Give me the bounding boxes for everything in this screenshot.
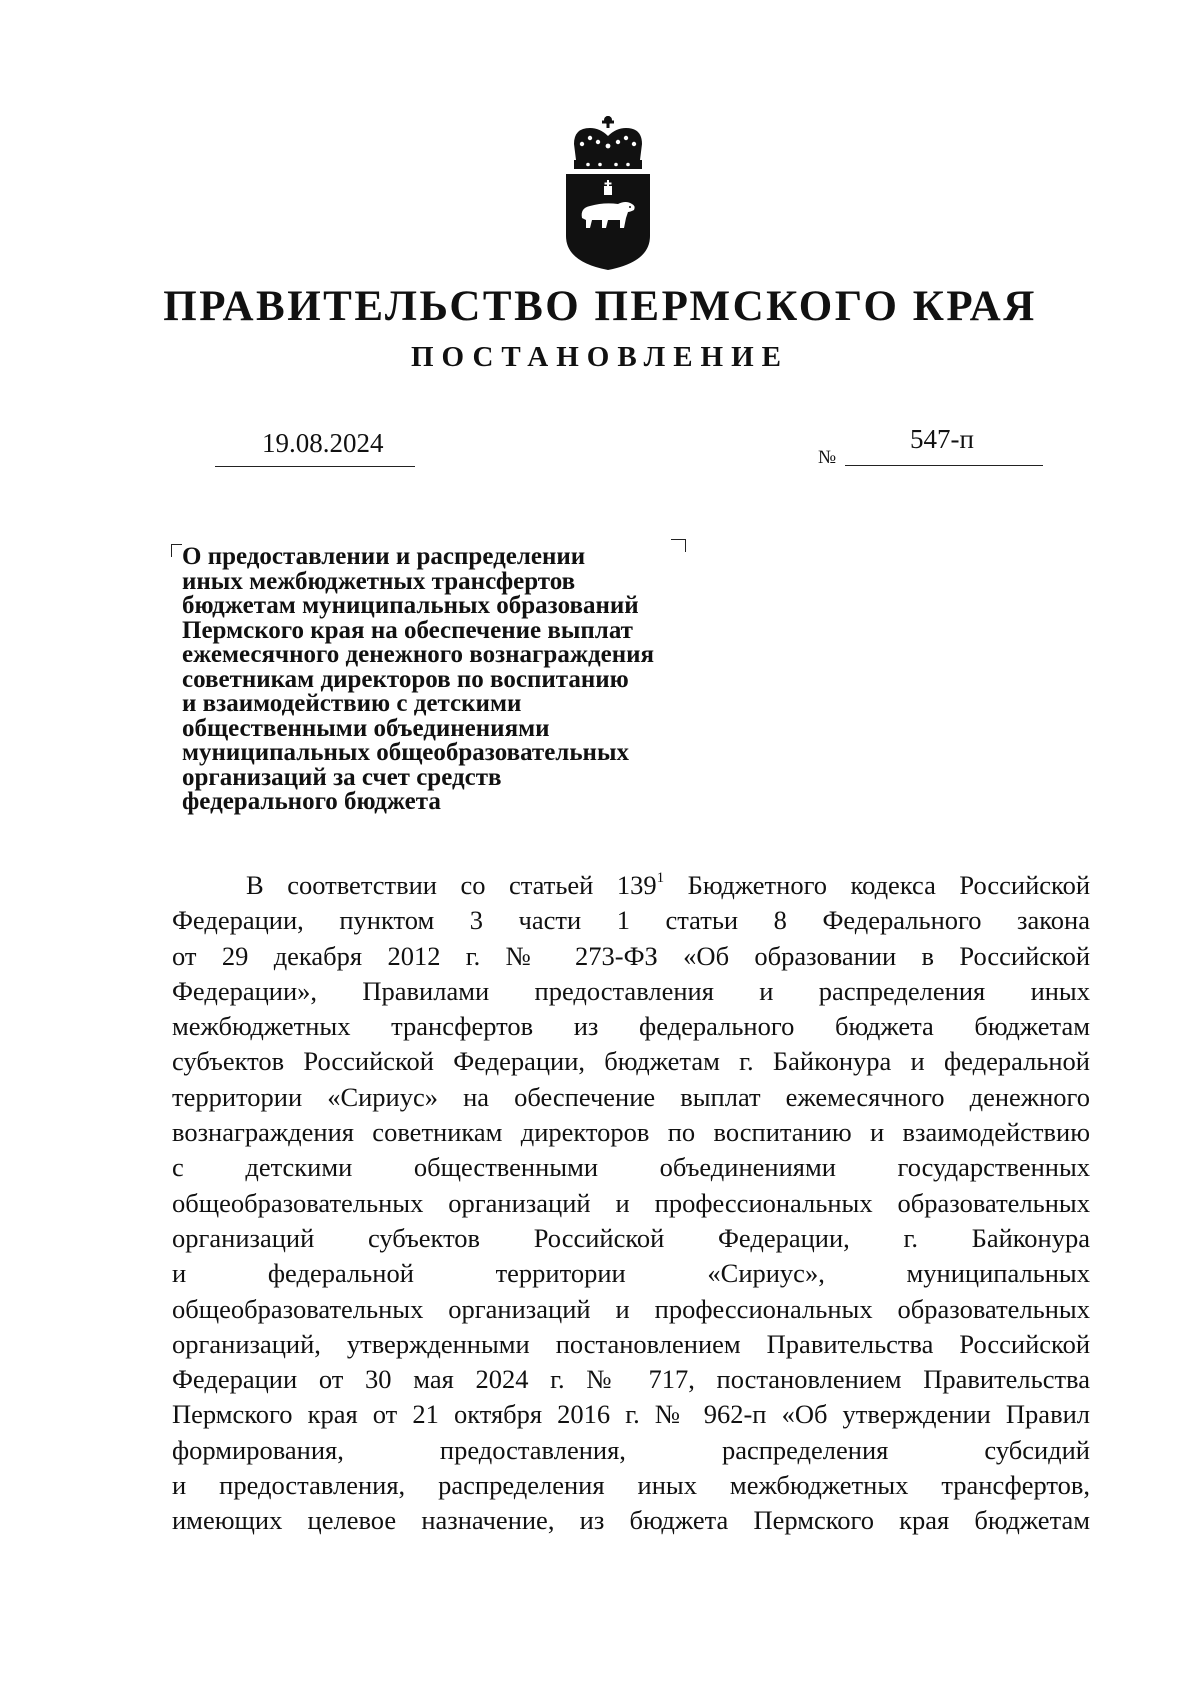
document-type: ПОСТАНОВЛЕНИЕ	[410, 341, 789, 373]
body-line: общеобразовательных организаций и профессиональных образовательных	[172, 1293, 1090, 1324]
date-underline	[215, 466, 415, 467]
body-line: имеющих целевое назначение, из бюджета Пермского края бюджетам	[172, 1505, 1090, 1536]
document-number: 547-п	[910, 424, 974, 454]
body-line: территории «Сириус» на обеспечение выплат ежемесячного денежного	[172, 1081, 1090, 1112]
body-line: межбюджетных трансфертов из федерального бюджета бюджетам	[172, 1011, 1090, 1042]
body-line: от 29 декабря 2012 г. № 273-ФЗ «Об образовании в Российской	[172, 940, 1090, 971]
organization-title: ПРАВИТЕЛЬСТВО ПЕРМСКОГО КРАЯ	[163, 283, 1037, 330]
body-line: и федеральной территории «Сириус», муниципальных	[172, 1258, 1090, 1289]
body-line: вознаграждения советникам директоров по воспитанию и взаимодействию	[172, 1117, 1090, 1148]
body-line	[172, 868, 1090, 903]
body-line: организаций, утвержденными постановлением Правительства Российской	[172, 1328, 1090, 1359]
body-text: Бюджетного кодекса Российской	[664, 870, 1091, 900]
number-sign: №	[818, 447, 837, 468]
body-line: Пермского края от 21 октября 2016 г. № 962-п «Об утверждении Правил	[172, 1399, 1090, 1430]
document-date: 19.08.2024	[262, 428, 384, 458]
body-line: Федерации», Правилами предоставления и распределения иных	[172, 975, 1090, 1006]
body-line: Федерации от 30 мая 2024 г. № 717, постановлением Правительства	[172, 1364, 1090, 1395]
body-line: организаций субъектов Российской Федерации, г. Байконура	[172, 1222, 1090, 1253]
document-body	[172, 868, 1090, 1539]
document-subject: О предоставлении и распределении иных межбюджетных трансфертов бюджетам муниципальных образований Пермского края на обеспечение выплат ежемесячного денежного вознаграждения советникам директоров по воспитанию и взаимодействию с детскими общественными объединениями муниципальных общеобразовательных организаций за счет средств федерального бюджета	[182, 543, 655, 815]
body-line: и предоставления, распределения иных межбюджетных трансфертов,	[172, 1470, 1090, 1501]
body-line: формирования, предоставления, распределения субсидий	[172, 1434, 1090, 1465]
subject-bracket-left	[171, 544, 182, 557]
body-line: Федерации, пунктом 3 части 1 статьи 8 Федерального закона	[172, 905, 1090, 936]
body-line: с детскими общественными объединениями государственных	[172, 1152, 1090, 1183]
body-text: В соответствии со статьей 139	[246, 870, 657, 900]
superscript: 1	[656, 870, 665, 886]
perm-krai-coat-of-arms-icon	[560, 114, 656, 272]
body-line: общеобразовательных организаций и профессиональных образовательных	[172, 1187, 1090, 1218]
body-line: субъектов Российской Федерации, бюджетам г. Байконура и федеральной	[172, 1046, 1090, 1077]
number-underline	[845, 465, 1043, 466]
